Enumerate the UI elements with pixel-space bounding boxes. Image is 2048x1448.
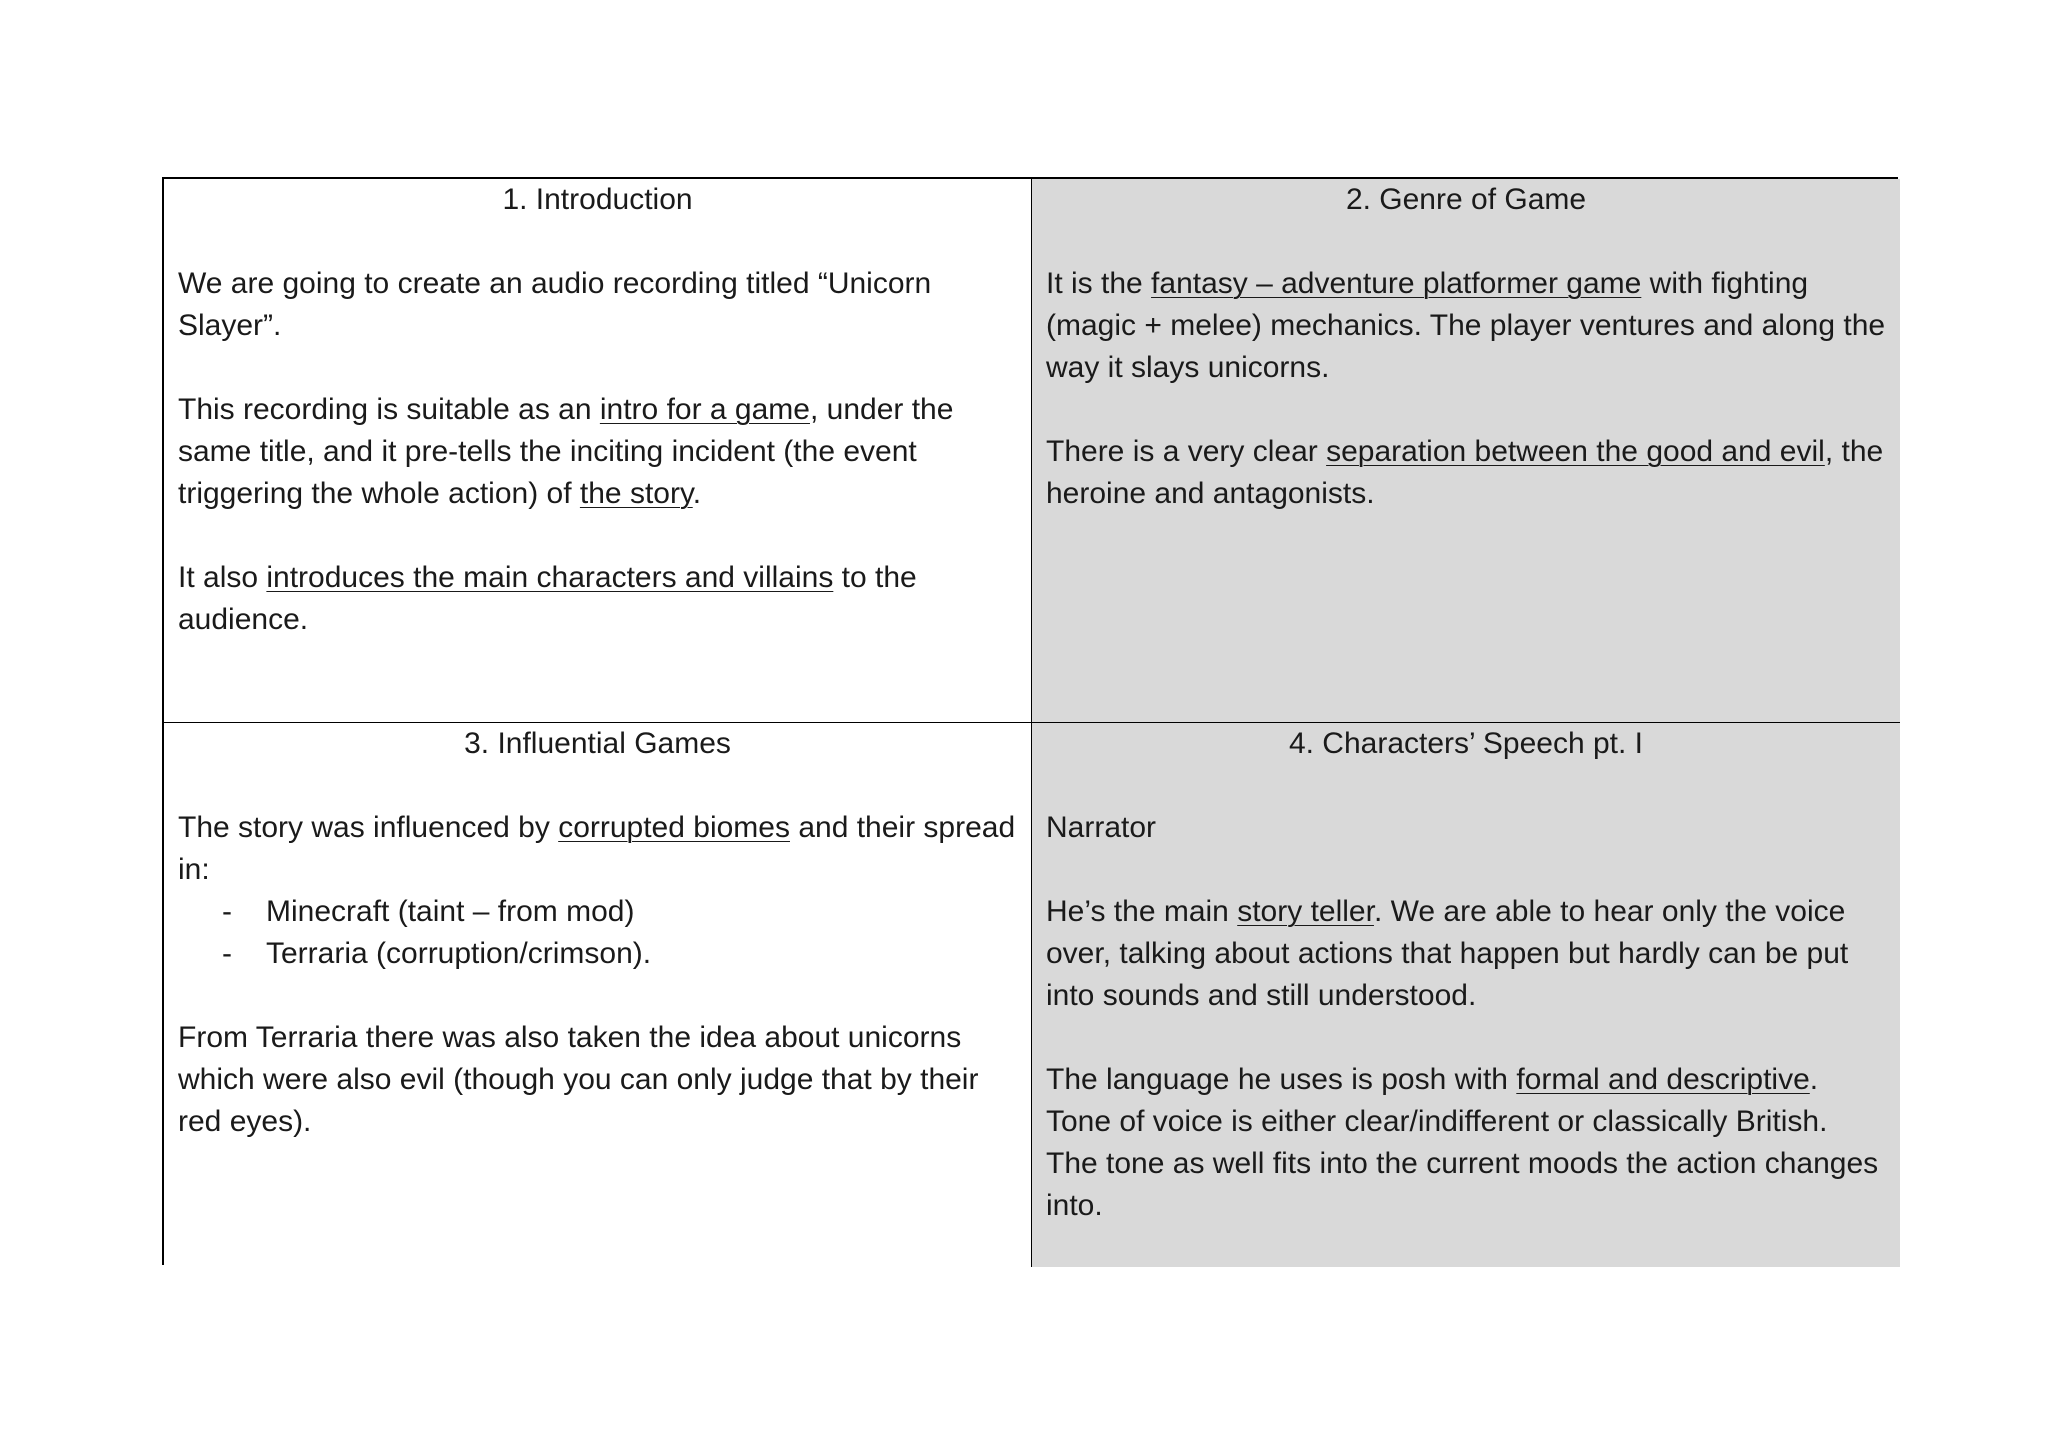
underlined-text: corrupted biomes: [558, 811, 790, 844]
text-run: The language he uses is posh with: [1046, 1063, 1517, 1096]
cell-heading: 4. Characters’ Speech pt. I: [1288, 727, 1644, 760]
paragraph: [178, 557, 1017, 641]
text-run: with fighting (magic + melee) mechanics. The player ventures and along the way it slays unicorns.: [1046, 267, 1886, 384]
content-table: [162, 177, 1898, 1265]
underlined-text: the story: [579, 477, 693, 510]
paragraph: [1046, 891, 1886, 1017]
list-item: [178, 933, 1017, 975]
underlined-text: story teller: [1237, 895, 1374, 928]
text-run: , under the same title, and it pre-tells the inciting incident (the event triggering the whole action) of: [178, 393, 954, 510]
cell-heading: 3. Influential Games: [464, 727, 731, 760]
games-list: [178, 891, 1017, 975]
text-run: It also: [178, 561, 267, 594]
table-cell-genre: [1032, 179, 1900, 723]
text-run: . We are able to hear only the voice over, talking about actions that happen but hardly can be put into sounds and still understood.: [1046, 895, 1849, 1012]
underlined-text: introduces the main characters and villains: [266, 561, 834, 594]
text-run: , the heroine and antagonists.: [1046, 435, 1884, 510]
paragraph: [178, 389, 1017, 515]
paragraph: [178, 263, 1017, 347]
cell-heading: 2. Genre of Game: [1345, 183, 1587, 216]
text-run: The story was influenced by: [178, 811, 559, 844]
list-item-text: Terraria (corruption/crimson).: [266, 937, 652, 970]
underlined-text: formal and descriptive: [1516, 1063, 1810, 1096]
paragraph: [1046, 807, 1886, 849]
text-run: to the audience.: [178, 561, 917, 636]
list-dash: -: [222, 895, 232, 928]
text-run: Narrator: [1046, 811, 1157, 844]
list-dash: -: [222, 937, 232, 970]
table-cell-characters-speech: [1032, 723, 1900, 1267]
text-run: There is a very clear: [1046, 435, 1327, 468]
text-run: . Tone of voice is either clear/indifferent or classically British. The tone as well fits into the current moods the action changes into.: [1046, 1063, 1879, 1222]
table-cell-influential-games: [164, 723, 1032, 1267]
cell-heading: 1. Introduction: [502, 183, 693, 216]
table-cell-introduction: [164, 179, 1032, 723]
list-item-text: Minecraft (taint – from mod): [266, 895, 635, 928]
underlined-text: intro for a game: [599, 393, 810, 426]
paragraph: [178, 1017, 1017, 1143]
underlined-text: fantasy – adventure platformer game: [1151, 267, 1642, 300]
text-run: We are going to create an audio recording titled “Unicorn Slayer”.: [178, 267, 932, 342]
paragraph: [1046, 1059, 1886, 1227]
paragraph: [178, 807, 1017, 891]
text-run: It is the: [1046, 267, 1152, 300]
text-run: This recording is suitable as an: [178, 393, 600, 426]
paragraph: [1046, 431, 1886, 515]
text-run: He’s the main: [1046, 895, 1238, 928]
text-run: From Terraria there was also taken the idea about unicorns which were also evil (though you can only judge that by their red eyes).: [178, 1021, 979, 1138]
list-item: [178, 891, 1017, 933]
paragraph: [1046, 263, 1886, 389]
text-run: and their spread in:: [178, 811, 1016, 886]
underlined-text: separation between the good and evil: [1326, 435, 1825, 468]
text-run: .: [692, 477, 702, 510]
